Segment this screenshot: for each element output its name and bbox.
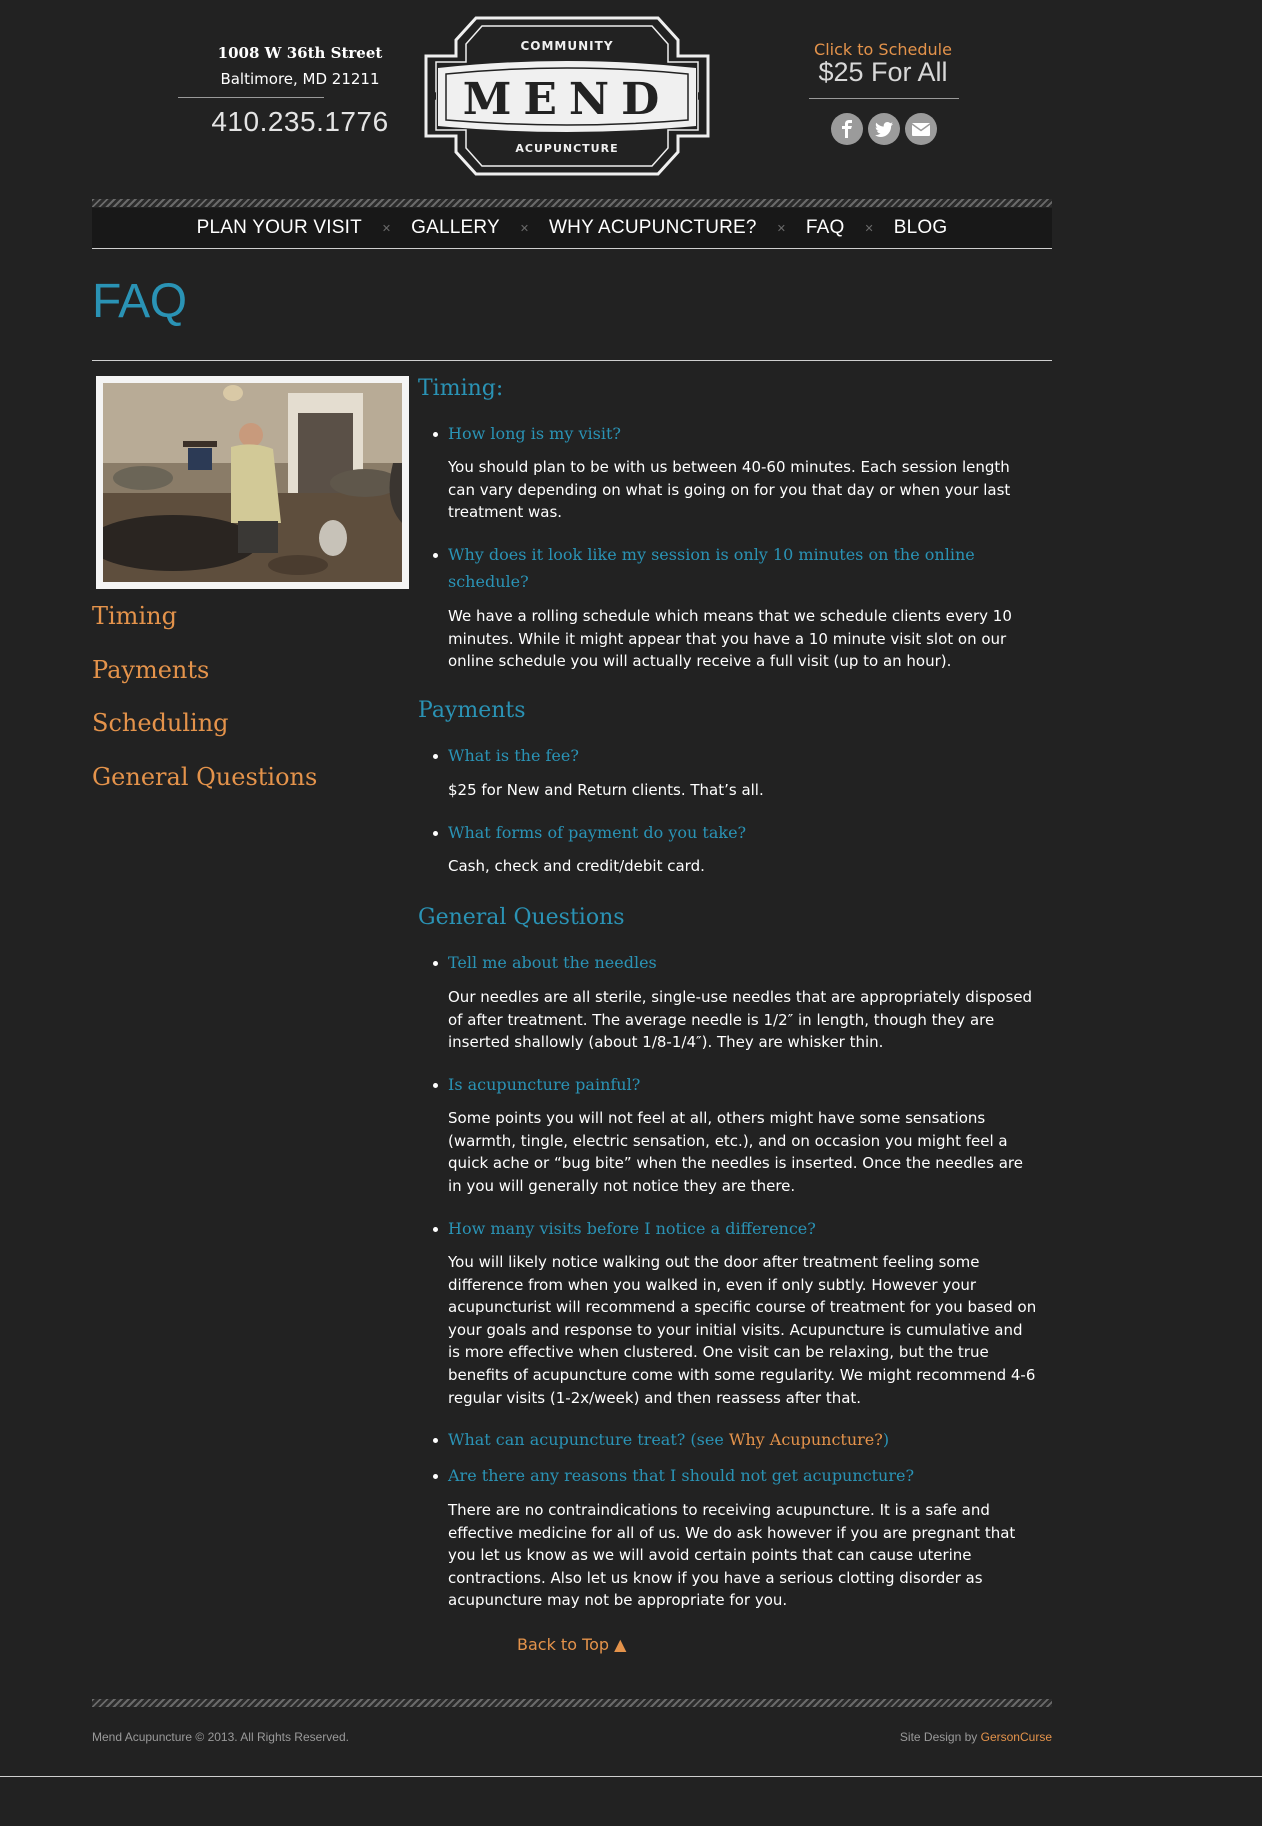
mend-logo[interactable] — [416, 14, 718, 178]
main-nav — [92, 208, 1052, 249]
sidebar-link-scheduling[interactable]: Scheduling — [92, 709, 229, 737]
address-divider — [178, 97, 324, 98]
faq-question: Is acupuncture painful? — [448, 1071, 1048, 1098]
nav-why-acupuncture[interactable]: WHY ACUPUNCTURE? — [549, 217, 757, 238]
schedule-link[interactable]: Click to Schedule — [814, 40, 952, 59]
email-link[interactable] — [905, 113, 937, 145]
nav-faq[interactable]: FAQ — [805, 217, 845, 238]
title-divider — [92, 360, 1052, 361]
faq-answer: Some points you will not feel at all, others might have some sensations (warmth, tingle, electric sensation, etc.), and on occasion you might feel a quick ache or “bug bite” when the needles is inserted. Once the needles are in you will generally not notice they are there. — [448, 1109, 1023, 1195]
nav-separator-icon: ✕ — [381, 221, 392, 235]
faq-answer: We have a rolling schedule which means that we schedule clients every 10 minutes. While it might appear that you have a 10 minute visit slot on our online schedule you will actually receive a full visit (up to an hour). — [448, 607, 1012, 671]
price-divider — [809, 98, 959, 99]
back-to-top-link[interactable]: Back to Top ▲ — [517, 1635, 627, 1654]
faq-question: Why does it look like my session is only 10 minutes on the online schedule? — [448, 541, 1008, 595]
email-icon — [912, 123, 930, 136]
decorative-stripe — [92, 1699, 1052, 1707]
faq-answer: $25 for New and Return clients. That’s all. — [448, 781, 764, 799]
address-city: Baltimore, MD 21211 — [220, 70, 380, 88]
treatment-room-image — [103, 383, 402, 582]
faq-answer: Cash, check and credit/debit card. — [448, 857, 705, 875]
nav-separator-icon: ✕ — [776, 221, 786, 235]
section-heading-timing: Timing: — [418, 376, 504, 401]
faq-answer: You will likely notice walking out the door after treatment feeling some difference from when you walked in, even if only subtly. However your acupuncturist will recommend a specific course of treatment for you based on your goals and response to your initial visits. Acupuncture is cumulative and is more effective when clustered. One visit can be relaxing, but the true benefits of acupuncture come with some regularity. We might recommend 4-6 regular visits (1-2x/week) and then reassess after that. — [448, 1253, 1037, 1407]
faq-question: What is the fee? — [448, 742, 1048, 769]
footer-credit — [900, 1730, 1052, 1744]
faq-question — [448, 1426, 1048, 1453]
why-acupuncture-link[interactable]: Why Acupuncture? — [728, 1430, 883, 1449]
logo-graphic — [416, 14, 718, 178]
treatment-photo — [96, 376, 409, 589]
nav-separator-icon: ✕ — [519, 221, 530, 235]
facebook-icon — [840, 120, 854, 138]
decorative-stripe — [92, 199, 1052, 207]
faq-answer: You should plan to be with us between 40-60 minutes. Each session length can vary depending on what is going on for you that day or when your last treatment was. — [448, 458, 1011, 522]
footer-copyright: Mend Acupuncture © 2013. All Rights Reserved. — [92, 1730, 349, 1744]
logo-top-text: COMMUNITY — [520, 39, 614, 53]
faq-question-text: ) — [882, 1430, 890, 1449]
footer-credit-text: Site Design by — [899, 1730, 981, 1744]
nav-blog[interactable]: BLOG — [893, 217, 948, 238]
faq-question-text: What can acupuncture treat? (see — [448, 1430, 729, 1449]
sidebar-link-timing[interactable]: Timing — [92, 602, 177, 630]
logo-bottom-text: ACUPUNCTURE — [515, 142, 619, 155]
page-title: FAQ — [92, 275, 187, 328]
designer-link[interactable]: GersonCurse — [980, 1730, 1052, 1744]
logo-main-text: MEND — [462, 74, 672, 125]
sidebar-link-general-questions[interactable]: General Questions — [92, 763, 318, 791]
faq-question: What forms of payment do you take? — [448, 819, 1048, 846]
nav-separator-icon: ✕ — [864, 221, 874, 235]
twitter-icon — [875, 122, 893, 137]
phone-number[interactable]: 410.235.1776 — [211, 106, 389, 137]
nav-gallery[interactable]: GALLERY — [411, 217, 500, 238]
sidebar-link-payments[interactable]: Payments — [92, 656, 210, 684]
section-heading-payments: Payments — [418, 698, 526, 723]
faq-question: Are there any reasons that I should not get acupuncture? — [448, 1462, 1048, 1489]
twitter-link[interactable] — [868, 113, 900, 145]
faq-answer: There are no contraindications to receiving acupuncture. It is a safe and effective medicine for all of us. We do ask however if you are pregnant that you let us know as we will avoid certain points that can cause uterine contractions. Also let us know if you have a serious clotting disorder as acupuncture may not be appropriate for you. — [448, 1501, 1016, 1610]
price-tagline: $25 For All — [818, 57, 948, 87]
section-heading-general-questions: General Questions — [418, 905, 625, 930]
faq-answer: Our needles are all sterile, single-use needles that are appropriately disposed of after treatment. The average needle is 1/2″ in length, though they are inserted shallowly (about 1/8-1/4″). They are whisker thin. — [448, 988, 1033, 1052]
faq-question: How many visits before I notice a difference? — [448, 1215, 1048, 1242]
address-street: 1008 W 36th Street — [217, 44, 383, 62]
faq-question: How long is my visit? — [448, 420, 1048, 447]
faq-question: Tell me about the needles — [448, 949, 1048, 976]
facebook-link[interactable] — [831, 113, 863, 145]
nav-plan-your-visit[interactable]: PLAN YOUR VISIT — [196, 217, 362, 238]
bottom-divider — [0, 1776, 1262, 1777]
